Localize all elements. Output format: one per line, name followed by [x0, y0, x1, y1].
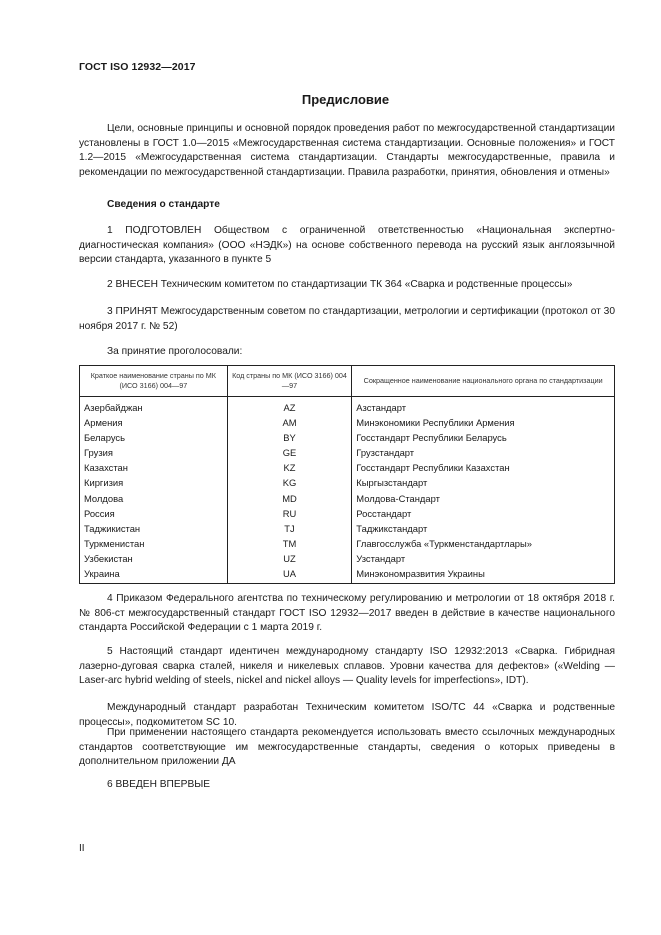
cell-country: Казахстан — [80, 460, 228, 475]
cell-body: Таджикстандарт — [352, 521, 615, 536]
cell-body: Росстандарт — [352, 506, 615, 521]
cell-country: Азербайджан — [80, 397, 228, 416]
voting-table — [79, 365, 615, 584]
standard-info-heading: Сведения о стандарте — [107, 199, 220, 210]
cell-code: KZ — [227, 460, 352, 475]
intro-paragraph: Цели, основные принципы и основной порядок проведения работ по межгосударственной стандартизации установлены в ГОСТ 1.0—2015 «Межгосударственная система стандартизации. Основные положения» и ГОСТ 1.2—2015 «Межгосударственная система стандартизации. Стандарты межгосударственные, правила и рекомендации по межгосударственной стандартизации. Правила разработки, принятия, обновления и отмены» — [79, 123, 615, 178]
item-6-first: 6 ВВЕДЕН ВПЕРВЫЕ — [107, 779, 211, 790]
item-3-adopted: 3 ПРИНЯТ Межгосударственным советом по стандартизации, метрологии и сертификации (протокол от 30 ноября 2017 г. № 52) — [79, 306, 615, 332]
item-5-identical: 5 Настоящий стандарт идентичен международному стандарту ISO 12932:2013 «Сварка. Гибридная лазерно-дуговая сварка сталей, никеля и никелевых сплавов. Уровни качества для дефектов» («Welding — Laser-arc hybrid welding of steels, nickel and nickel alloys — Quality levels for imperfections», IDT). — [79, 646, 615, 686]
item-1-prepared: 1 ПОДГОТОВЛЕН Обществом с ограниченной ответственностью «Национальная экспертно-диагностическая компания» (ООО «НЭДК») на основе собственного перевода на русский язык англоязычной версии стандарта, указанного в пункте 5 — [79, 225, 615, 265]
cell-country: Таджикистан — [80, 521, 228, 536]
cell-code: RU — [227, 506, 352, 521]
cell-code: TJ — [227, 521, 352, 536]
item-5-references: При применении настоящего стандарта рекомендуется использовать вместо ссылочных международных стандартов соответствующие им межгосударственные стандарты, сведения о которых приведены в дополнительном приложении ДА — [79, 727, 615, 767]
table-row — [80, 397, 615, 416]
cell-country: Туркменистан — [80, 536, 228, 551]
cell-country: Киргизия — [80, 475, 228, 490]
table-row — [80, 445, 615, 460]
page-title: Предисловие — [301, 92, 390, 107]
column-header-code: Код страны по МК (ИСО 3166) 004—97 — [227, 366, 352, 397]
table-body — [80, 397, 615, 584]
cell-code: AM — [227, 415, 352, 430]
cell-body: Кыргызстандарт — [352, 475, 615, 490]
item-2-introduced: 2 ВНЕСЕН Техническим комитетом по стандартизации ТК 364 «Сварка и родственные процессы» — [107, 279, 573, 290]
cell-body: Минэкономразвития Украины — [352, 566, 615, 584]
table-row — [80, 506, 615, 521]
cell-body: Госстандарт Республики Казахстан — [352, 460, 615, 475]
table-row — [80, 460, 615, 475]
cell-body: Узстандарт — [352, 551, 615, 566]
table-row — [80, 536, 615, 551]
table-row — [80, 566, 615, 584]
table-row — [80, 491, 615, 506]
cell-country: Украина — [80, 566, 228, 584]
cell-code: GE — [227, 445, 352, 460]
cell-body: Молдова-Стандарт — [352, 491, 615, 506]
cell-code: UA — [227, 566, 352, 584]
cell-country: Узбекистан — [80, 551, 228, 566]
cell-country: Беларусь — [80, 430, 228, 445]
cell-code: AZ — [227, 397, 352, 416]
column-header-body: Сокращенное наименование национального органа по стандартизации — [352, 366, 615, 397]
cell-body: Азстандарт — [352, 397, 615, 416]
cell-country: Россия — [80, 506, 228, 521]
table-row — [80, 551, 615, 566]
table-row — [80, 521, 615, 536]
item-5-developer: Международный стандарт разработан Техническим комитетом ISO/TC 44 «Сварка и родственные процессы», подкомитетом SC 10. — [79, 702, 615, 728]
cell-body: Минэкономики Республики Армения — [352, 415, 615, 430]
cell-country: Молдова — [80, 491, 228, 506]
cell-code: MD — [227, 491, 352, 506]
votes-label: За принятие проголосовали: — [107, 346, 243, 357]
cell-code: TM — [227, 536, 352, 551]
cell-code: BY — [227, 430, 352, 445]
table-row — [80, 415, 615, 430]
cell-body: Главгосслужба «Туркменстандартлары» — [352, 536, 615, 551]
item-4-order: 4 Приказом Федерального агентства по техническому регулированию и метрологии от 18 октября 2018 г. № 806-ст межгосударственный стандарт ГОСТ ISO 12932—2017 введен в действие в качестве национального стандарта Российской Федерации с 1 марта 2019 г. — [79, 593, 615, 633]
cell-code: UZ — [227, 551, 352, 566]
cell-code: KG — [227, 475, 352, 490]
table-header-row — [80, 366, 615, 397]
cell-body: Госстандарт Республики Беларусь — [352, 430, 615, 445]
page-number: II — [79, 843, 85, 854]
cell-country: Армения — [80, 415, 228, 430]
table-row — [80, 430, 615, 445]
document-id: ГОСТ ISO 12932—2017 — [79, 61, 196, 73]
cell-body: Грузстандарт — [352, 445, 615, 460]
cell-country: Грузия — [80, 445, 228, 460]
table-row — [80, 475, 615, 490]
column-header-country: Краткое наименование страны по МК (ИСО 3166) 004—97 — [80, 366, 228, 397]
